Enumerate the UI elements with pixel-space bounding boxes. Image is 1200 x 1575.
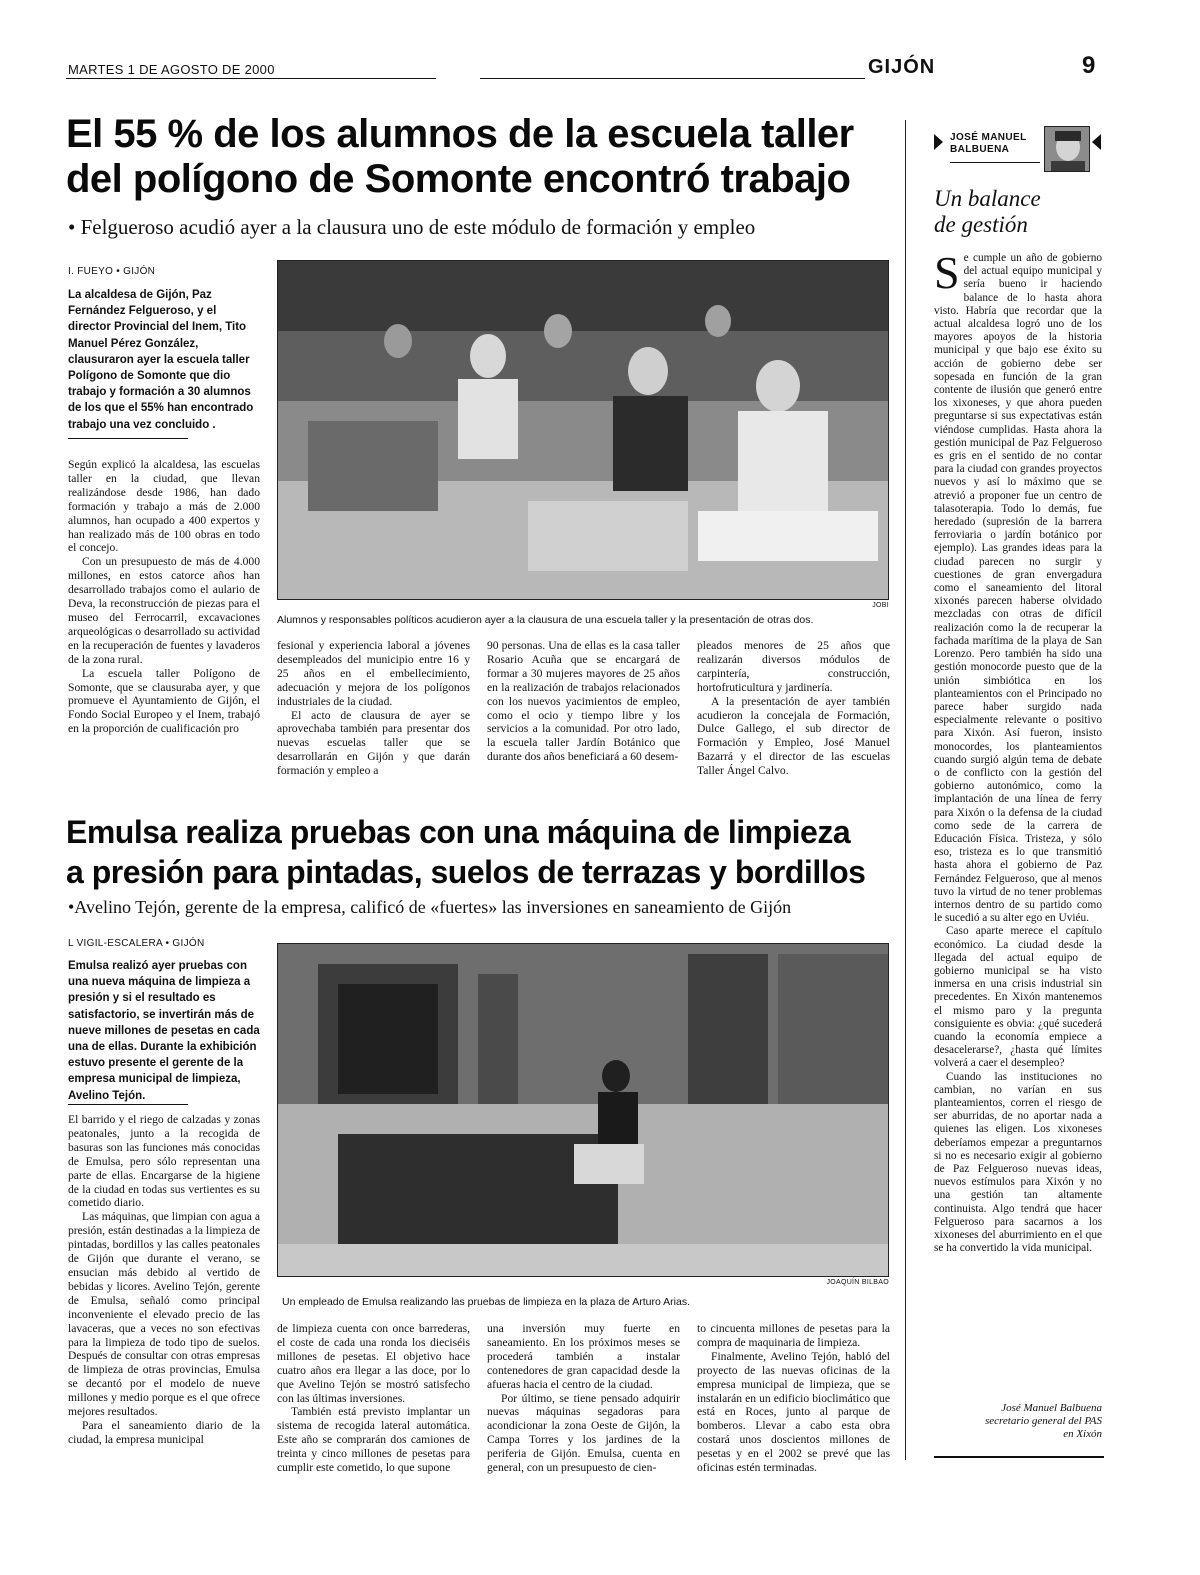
opinion-column-divider xyxy=(905,120,906,1460)
opinion-author-rule xyxy=(950,162,1040,163)
article2-byline: L VIGIL-ESCALERA • GIJÓN xyxy=(68,938,205,949)
article1-caption: Alumnos y responsables políticos acudieron ayer a la clausura de una escuela taller y la presentación de otras dos. xyxy=(277,614,814,626)
article1-col4-p2: A la presentación de ayer también acudieron la concejala de Formación, Dulce Gallego, el sub director de Formación y Empleo, José Manuel Bazarrá y el director de las escuelas Taller Ángel Calvo. xyxy=(697,694,890,778)
opinion-signature xyxy=(934,1402,1102,1441)
article2-photo-credit: JOAQUÍN BILBAO xyxy=(826,1279,889,1286)
article2-headline xyxy=(66,812,896,892)
article1-headline xyxy=(66,112,896,202)
opinion-signature-name: José Manuel Balbuena xyxy=(1001,1402,1102,1414)
page-number: 9 xyxy=(1082,52,1096,79)
article1-photo xyxy=(277,260,889,600)
article1-deck: • Felgueroso acudió ayer a la clausura uno de este módulo de formación y empleo xyxy=(68,215,756,239)
article1-lead-rule xyxy=(68,438,188,439)
article2-lead-rule xyxy=(68,1104,188,1105)
article2-col3-p2: Por último, se tiene pensado adquirir nuevas máquinas segadoras para acondicionar la zona Oeste de Gijón, la Campa Torres y los jardines de la periferia de Gijón. Emulsa, cuenta en general, con un presupuesto de cien- xyxy=(487,1391,680,1475)
article1-col1 xyxy=(68,458,260,736)
opinion-title-line2: de gestión xyxy=(934,212,1028,237)
article1-photo-image xyxy=(278,261,889,600)
opinion-signature-role2: en Xixón xyxy=(1063,1428,1102,1440)
opinion-author-box xyxy=(932,126,1102,174)
article1-col4 xyxy=(697,639,890,778)
opinion-end-rule xyxy=(934,1456,1104,1458)
article2-col2-p2: También está previsto implantar un sistema de recogida lateral automática. Este año se comprarán dos camiones de treinta y cinco millones de pesetas para cumplir este cometido, lo que supone xyxy=(277,1405,470,1475)
article1-col2-p1: fesional y experiencia laboral a jóvenes desempleados del municipio entre 16 y 25 años en el embellecimiento, adecuación y mejora de los polígonos industriales de la ciudad. xyxy=(277,639,470,708)
article2-caption: Un empleado de Emulsa realizando las pruebas de limpieza en la plaza de Arturo Arias. xyxy=(282,1296,690,1308)
article2-col2 xyxy=(277,1322,470,1475)
opinion-body xyxy=(934,247,1102,1255)
header-rule xyxy=(66,78,436,79)
article1-col1-p3: La escuela taller Polígono de Somonte, que se clausuraba ayer, y que promueve el Ayuntamiento de Gijón, el Fondo Social Europeo y el Inem, trabajó en la proporción de cualificación pro xyxy=(68,666,260,736)
opinion-title xyxy=(934,186,1104,238)
article2-col1-p1: El barrido y el riego de calzadas y zonas peatonales, junto a la recogida de basuras son las funciones más conocidas de Emulsa, pero sólo representan una parte de ellas. Encargarse de la higiene de la ciudad en todas sus vertientes es su cometido diario. xyxy=(68,1113,260,1210)
opinion-p3: Cuando las instituciones no cambian, no varían en sus planteamientos, corren el riesgo de ser aburridas, de no aportar nada a quienes las eligen. Los xixoneses deberíamos empezar a preguntarnos si no es necesario exigir al gobierno de Paz Felgueroso nuevas ideas, nuevos estímulos para Xixón y no una gestión tan altamente continuista. Algo tendrá que hacer Felgueroso para sacarnos a los xixoneses del aburrimiento en el que se ha convertido la vida municipal. xyxy=(934,1070,1102,1255)
opinion-right-bracket-icon xyxy=(1092,134,1101,150)
article2-col4-p1: to cincuenta millones de pesetas para la compra de maquinaria de limpieza. xyxy=(697,1322,890,1349)
article2-col1-p3: Para el saneamiento diario de la ciudad, la empresa municipal xyxy=(68,1418,260,1446)
article2-col4 xyxy=(697,1322,890,1475)
opinion-signature-role1: secretario general del PAS xyxy=(984,1415,1102,1427)
opinion-author-line1: JOSÉ MANUEL xyxy=(950,132,1027,143)
article1-col3-p1: 90 personas. Una de ellas es la casa taller Rosario Acuña que se encargará de formar a 30 mujeres mayores de 25 años en la realización de trabajos relacionados con los nuevos yacimientos de empleo, como el ocio y tiempo libre y los servicios a la comunidad. Por otro lado, la escuela taller Jardín Botánico que durante dos años beneficiará a 60 desem- xyxy=(487,639,680,764)
article1-photo-credit: JOBI xyxy=(872,602,889,609)
article2-deck: •Avelino Tejón, gerente de la empresa, calificó de «fuertes» las inversiones en saneamiento de Gijón xyxy=(68,897,792,917)
section-title: GIJÓN xyxy=(868,56,936,78)
article1-headline-line2: del polígono de Somonte encontró trabajo xyxy=(66,156,851,201)
article1-col3 xyxy=(487,639,680,764)
opinion-author-portrait xyxy=(1045,127,1090,172)
opinion-author xyxy=(950,132,1040,156)
page-date: MARTES 1 DE AGOSTO DE 2000 xyxy=(68,62,275,77)
opinion-p1: e cumple un año de gobierno del actual equipo municipal y sería bueno ir haciendo balance de lo hasta ahora visto. Habría que recordar que la actual alcaldesa logró uno de los mayores apoyos de la historia municipal y que bajo ese éxito su acción de gobierno debe ser sopesada en función de la gran contente de ilusión que generó entre los xixoneses, y que ahora pueden preguntarse si sus expectativas están viéndose cumplidas. Hasta ahora la gestión municipal de Paz Felgueroso es gris en el sentido de no contar para la ciudad con grandes proyectos nuevos y así lo máximo que se atrevió a proponer fue un centro de talasoterapia. Todo lo demás, fue heredado (supresión de la barrera ferroviaria o jardín botánico por ejemplo). Las grandes ideas para la ciudad parecen no surgir y cuestiones de gran envergadura como el saneamiento del litoral xixonés parecen haberse olvidado mezcladas con otras de difícil realización como la de recuperar la fachada marítima de la playa de San Lorenzo. Pero también ha sido una gestión monocorde puesto que de la unión simbiótica en los planteamientos con el Principado no parece haber surgido nada especialmente relevante o positivo para Xixón. Así fueron, insisto monocordes, los planteamientos cuando surgió algún tema de debate o de conflicto con la gestión del gobierno autonómico, como la implantación de una línea de ferry para Xixón o la defensa de la ciudad como sede de la carrera de Educación Física. Tristeza, y sólo eso, tristeza es lo que transmitió hasta ahora el gobierno de Paz Fernández Felgueroso, que al menos tuvo la virtud de no tener problemas internos dentro de su partido como le sucedió a su alter ego en Uviéu. xyxy=(934,252,1102,925)
article2-photo-image xyxy=(278,944,889,1277)
opinion-title-line1: Un balance xyxy=(934,186,1041,211)
article1-headline-line1: El 55 % de los alumnos de la escuela taller xyxy=(66,112,854,156)
article2-headline-line2: a presión para pintadas, suelos de terrazas y bordillos xyxy=(66,854,866,890)
header-rule-right xyxy=(480,78,865,79)
article2-col1-p2: Las máquinas, que limpian con agua a presión, están destinadas a la limpieza de pintadas, bordillos y las calles peatonales de Gijón que durante el verano, se ensucian más debido al vertido de bebidas y licores. Avelino Tejón, gerente de Emulsa, señaló como principal inconveniente el elevado precio de las lavaceras, que a veces no son efectivas para la limpieza de todo tipo de suelos. Después de consultar con otras empresas de limpieza de otras provincias, Emulsa se decantó por el modelo de nueve millones y medio porque es el que ofrece mejores resultados. xyxy=(68,1210,260,1419)
article2-col2-p1: de limpieza cuenta con once barrederas, el coste de cada una ronda los dieciséis millones de pesetas. El objetivo hace cuatro años era llegar a las doce, por lo que Avelino Tejón se mostró satisfecho con las últimas inversiones. xyxy=(277,1322,470,1405)
article1-lead: La alcaldesa de Gijón, Paz Fernández Felgueroso, y el director Provincial del Inem, Tito Manuel Pérez González, clausuraron ayer la escuela taller Polígono de Somonte que dio trabajo y formación a 30 alumnos de los que el 55% han encontrado trabajo una vez concluido . xyxy=(68,289,254,431)
opinion-bullet-icon xyxy=(934,134,943,150)
opinion-p2: Caso aparte merece el capítulo económico. La ciudad desde la llegada del actual equipo de gobierno municipal se ha visto inmersa en una crisis industrial sin precedentes. En Xixón mantenemos el mismo paro y la pregunta consiguiente es obvia: ¿qué sucederá cuando la economía empiece a desacelerarse?, ¿hasta qué límites volverá a caer el desempleo? xyxy=(934,925,1102,1070)
article2-headline-line1: Emulsa realiza pruebas con una máquina de limpieza xyxy=(66,814,851,850)
article1-col1-p1: Según explicó la alcaldesa, las escuelas taller en la ciudad, que llevan realizándose desde 1986, han dado formación y trabajo a más de 2.000 alumnos, han ocupado a 400 expertos y han realizado más de 100 obras en todo el concejo. xyxy=(68,458,260,555)
article2-lead: Emulsa realizó ayer pruebas con una nueva máquina de limpieza a presión y si el resultado es satisfactorio, se invertirán más de nueve millones de pesetas en cada una de ellas. Durante la exhibición estuvo presente el gerente de la empresa municipal de limpieza, Avelino Tejón. xyxy=(68,960,260,1102)
article2-col3-p1: una inversión muy fuerte en saneamiento. En los próximos meses se procederá también a instalar contenedores de gran capacidad desde la afueras hacia el centro de la ciudad. xyxy=(487,1322,680,1391)
opinion-author-line2: BALBUENA xyxy=(950,144,1010,155)
article1-col2 xyxy=(277,639,470,778)
article2-col1 xyxy=(68,1113,260,1447)
article2-col4-p2: Finalmente, Avelino Tejón, habló del proyecto de las nuevas oficinas de la empresa municipal de limpieza, que se instalarán en un edificio bioclimático que está en Roces, junto al parque de bomberos. Llevar a cabo esta obra costará unos doscientos millones de pesetas y en el 2002 se prevé que las oficinas estén terminadas. xyxy=(697,1349,890,1475)
article1-col4-p1: pleados menores de 25 años que realizarán diversos módulos de carpintería, construcción, hortofruticultura y jardinería. xyxy=(697,639,890,694)
article2-photo xyxy=(277,943,889,1277)
opinion-p1-wrap xyxy=(934,247,1102,925)
article2-col3 xyxy=(487,1322,680,1475)
article1-byline: I. FUEYO • GIJÓN xyxy=(68,266,156,277)
article1-col2-p2: El acto de clausura de ayer se aprovechaba también para presentar dos nuevas escuelas taller que se desarrollarán en Gijón y que darán formación y empleo a xyxy=(277,708,470,778)
article1-col1-p2: Con un presupuesto de más de 4.000 millones, en estos catorce años han desarrollado trabajos como el aulario de Deva, la reconstrucción de piezas para el museo del Ferrocarril, excavaciones arqueológicas o desarrollado su actividad en la recuperación de fuentes y lavaderos de la zona rural. xyxy=(68,555,260,666)
opinion-dropcap: S xyxy=(934,247,960,298)
opinion-author-avatar xyxy=(1044,126,1090,172)
